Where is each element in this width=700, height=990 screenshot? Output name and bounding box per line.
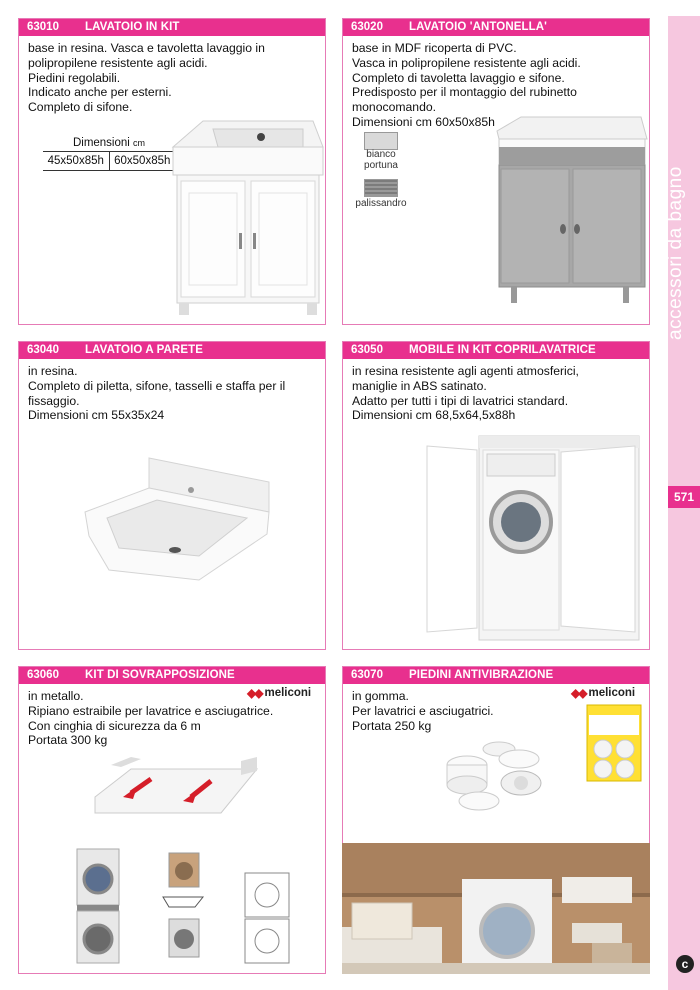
product-code: 63040	[27, 344, 59, 356]
finish-swatch-bianco	[364, 132, 398, 150]
dimension-value: 45x50x85h	[43, 152, 110, 170]
description-line: Portata 250 kg	[352, 718, 432, 733]
description-line: Piedini regolabili.	[28, 70, 121, 85]
description-line: fissaggio.	[28, 393, 80, 408]
product-title: MOBILE IN KIT COPRILAVATRICE	[409, 344, 596, 356]
publisher-logo-icon: c	[676, 955, 694, 973]
product-header	[343, 667, 649, 684]
product-description	[28, 689, 317, 748]
antivibration-feet-image	[439, 735, 559, 821]
description-line: in metallo.	[28, 689, 84, 703]
brand-name: meliconi	[264, 687, 312, 699]
product-card-63050	[342, 341, 650, 650]
page-number: 571	[668, 486, 700, 508]
description-line: base in resina. Vasca e tavoletta lavaggio in	[28, 41, 265, 55]
description-line: Predisposto per il montaggio del rubinetto	[352, 85, 577, 100]
brand-name: meliconi	[588, 687, 636, 699]
description-line: monocomando.	[352, 100, 437, 115]
meliconi-logo-icon: ◆◆	[571, 686, 586, 700]
product-code: 63070	[351, 669, 383, 681]
product-card-63020	[342, 18, 650, 325]
product-title: LAVATOIO 'ANTONELLA'	[409, 21, 548, 33]
product-header	[19, 19, 325, 36]
product-card-63060	[18, 666, 326, 974]
dimensions-header	[43, 137, 175, 152]
product-title: LAVATOIO A PARETE	[85, 344, 203, 356]
stacked-appliances-image	[75, 847, 121, 965]
description-line: Completo di piletta, sifone, tasselli e staffa per il	[28, 378, 286, 393]
description-line: Per lavatrici e asciugatrici.	[352, 703, 494, 718]
laundry-room-photo	[342, 843, 650, 974]
product-code: 63010	[27, 21, 59, 33]
description-line: Dimensioni cm 60x50x85h	[352, 114, 495, 129]
product-description	[352, 364, 641, 423]
washtub-cabinet-image	[163, 107, 326, 322]
product-header	[19, 667, 325, 684]
dimensions-table	[43, 137, 175, 171]
finish-label: palissandro	[355, 198, 407, 209]
description-line: Completo di sifone.	[28, 100, 133, 115]
dimensions-label: Dimensioni	[72, 137, 130, 149]
description-line: Completo di tavoletta lavaggio e sifone.	[352, 70, 565, 85]
product-card-63040	[18, 341, 326, 650]
description-line: base in MDF ricoperta di PVC.	[352, 41, 517, 55]
dimensions-row	[43, 152, 175, 171]
product-code: 63060	[27, 669, 59, 681]
description-line: in resina resistente agli agenti atmosferici,	[352, 364, 579, 378]
dimension-value: 60x50x85h	[114, 155, 171, 167]
product-title: KIT DI SOVRAPPOSIZIONE	[85, 669, 235, 681]
description-line: Vasca in polipropilene resistente agli acidi.	[352, 55, 581, 70]
description-line: Adatto per tutti i tipi di lavatrici standard.	[352, 393, 569, 408]
description-line: Dimensioni cm 68,5x64,5x88h	[352, 408, 516, 423]
washing-machine-cabinet-image	[421, 432, 643, 644]
description-line: in resina.	[28, 364, 78, 378]
washtub-cabinet-image	[491, 111, 649, 321]
stacking-diagram-image	[155, 849, 211, 967]
description-line: Con cinghia di sicurezza da 6 m	[28, 718, 201, 733]
product-package-image	[585, 703, 643, 783]
description-line: Dimensioni cm 55x35x24	[28, 408, 165, 423]
finish-swatch-palissandro	[364, 179, 398, 197]
section-title: accessori da bagno	[665, 166, 686, 340]
finish-label: bianco portuna	[364, 149, 398, 171]
wall-sink-image	[79, 452, 279, 592]
product-header	[343, 342, 649, 359]
product-code: 63020	[351, 21, 383, 33]
description-line: polipropilene resistente agli acidi.	[28, 55, 208, 70]
description-line: Portata 300 kg	[28, 733, 108, 748]
product-card-63010	[18, 18, 326, 325]
description-line: Ripiano estraibile per lavatrice e asciugatrice.	[28, 703, 274, 718]
product-header	[343, 19, 649, 36]
product-description	[28, 41, 317, 115]
product-description	[28, 364, 317, 423]
description-line: maniglie in ABS satinato.	[352, 378, 487, 393]
description-line: Indicato anche per esterni.	[28, 85, 172, 100]
product-title: LAVATOIO IN KIT	[85, 21, 180, 33]
description-line: in gomma.	[352, 689, 409, 703]
stacking-kit-shelf-image	[91, 757, 261, 827]
product-title: PIEDINI ANTIVIBRAZIONE	[409, 669, 554, 681]
stacked-line-drawing-image	[241, 869, 293, 967]
dimensions-unit: cm	[133, 138, 146, 148]
meliconi-logo-icon: ◆◆	[247, 686, 262, 700]
product-header	[19, 342, 325, 359]
product-code: 63050	[351, 344, 383, 356]
